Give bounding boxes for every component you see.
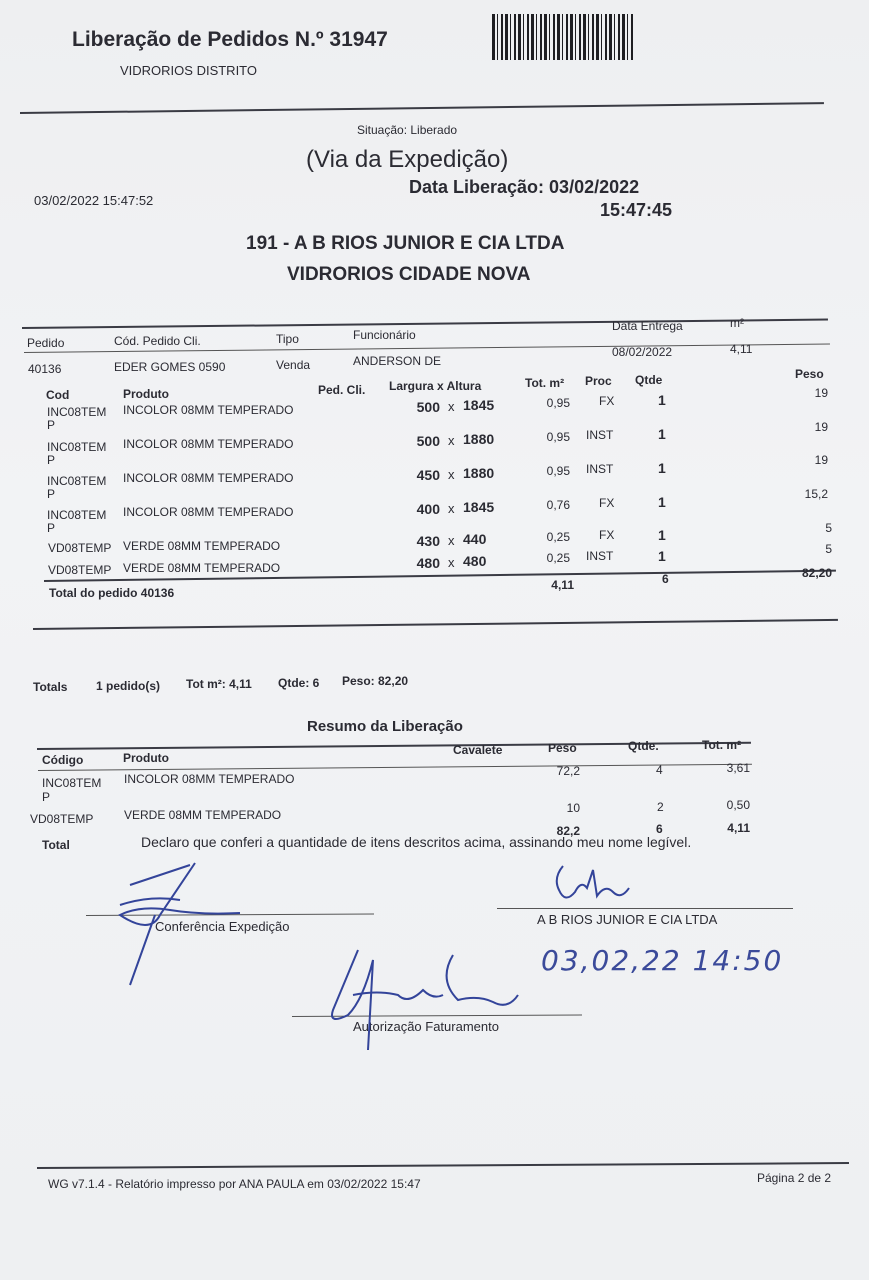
col-produto-header: Produto (123, 387, 169, 401)
signature-conferencia-drawing (100, 855, 260, 990)
cell-altura: 440 (463, 531, 487, 547)
cell-tot-m2: 0,25 (546, 551, 570, 565)
divider (37, 1162, 849, 1169)
resumo-peso-header: Peso (548, 741, 577, 755)
cell-qtde: 1 (658, 392, 666, 408)
resumo-total-label: Total (42, 838, 70, 852)
totals-peso: Peso: 82,20 (342, 674, 409, 688)
order-total-label: Total do pedido 40136 (49, 586, 175, 600)
footer-report-info: WG v7.1.4 - Relatório impresso por ANA PAULA em 03/02/2022 15:47 (48, 1177, 421, 1191)
cell-qtde: 1 (658, 527, 666, 543)
resumo-qtde-header: Qtde. (628, 739, 659, 753)
cell-cod-wrap: P (47, 453, 56, 467)
totals-pedidos: 1 pedido(s) (96, 679, 161, 693)
cell-largura: 480 (416, 555, 440, 571)
data-entrega-value: 08/02/2022 (612, 345, 673, 359)
cell-largura: 450 (416, 467, 440, 483)
cell-produto: VERDE 08MM TEMPERADO (123, 561, 281, 575)
col-cod-header: Cod (46, 388, 70, 402)
cell-peso: 19 (814, 453, 828, 467)
col-ped-cli-header: Ped. Cli. (318, 383, 366, 397)
cell-cod: VD08TEMP (48, 541, 112, 555)
pedido-value: 40136 (28, 362, 62, 376)
cell-x: x (448, 501, 455, 516)
resumo-cell-qtde: 4 (656, 763, 663, 777)
cell-altura: 1880 (463, 431, 495, 447)
cell-altura: 1845 (463, 397, 495, 413)
via-label: (Via da Expedição) (306, 146, 509, 173)
cell-largura: 500 (416, 433, 440, 449)
funcionario-value: ANDERSON DE (353, 354, 442, 368)
client-name: 191 - A B RIOS JUNIOR E CIA LTDA (246, 233, 565, 254)
m2-label: m² (730, 316, 744, 330)
col-tot-m2-header: Tot. m² (525, 376, 565, 390)
resumo-codigo-header: Código (42, 753, 84, 767)
col-qtde-header: Qtde (635, 373, 663, 387)
cell-peso: 15,2 (804, 487, 828, 501)
cell-tot-m2: 0,95 (546, 430, 570, 444)
cell-x: x (448, 467, 455, 482)
resumo-cell-peso: 10 (566, 801, 580, 815)
handwritten-date: 03,02,22 14:50 (541, 944, 784, 977)
cell-x: x (448, 399, 455, 414)
resumo-produto-header: Produto (123, 751, 169, 765)
cell-x: x (448, 555, 455, 570)
cell-altura: 1880 (463, 465, 495, 481)
print-timestamp: 03/02/2022 15:47:52 (34, 193, 154, 208)
resumo-cell-codigo-wrap: P (42, 790, 51, 804)
cell-cod: VD08TEMP (48, 563, 112, 577)
conferencia-label: Conferência Expedição (155, 919, 290, 934)
resumo-cell-peso: 72,2 (556, 764, 580, 778)
cell-cod-wrap: P (47, 521, 56, 535)
cell-largura: 430 (416, 533, 440, 549)
pedido-label: Pedido (27, 336, 65, 350)
document-title: Liberação de Pedidos N.º 31947 (72, 28, 388, 51)
col-largura-altura-header: Largura x Altura (389, 379, 482, 393)
order-total-peso: 82,20 (801, 566, 832, 580)
cell-produto: INCOLOR 08MM TEMPERADO (123, 471, 294, 485)
situacao-label: Situação: Liberado (357, 123, 458, 137)
cliente-signature-label: A B RIOS JUNIOR E CIA LTDA (537, 912, 718, 927)
resumo-title: Resumo da Liberação (307, 718, 463, 735)
resumo-total-tot-m2: 4,11 (727, 821, 750, 835)
totals-label: Totals (33, 680, 68, 694)
col-peso-header: Peso (795, 367, 824, 381)
signature-autorizacao-drawing (318, 940, 528, 1055)
tipo-label: Tipo (276, 332, 299, 346)
tipo-value: Venda (276, 358, 311, 372)
totals-m2: Tot m²: 4,11 (186, 677, 252, 691)
cell-peso: 5 (825, 521, 832, 535)
cell-x: x (448, 533, 455, 548)
release-date: Data Liberação: 03/02/2022 (409, 177, 640, 197)
resumo-cell-tot-m2: 3,61 (726, 761, 750, 775)
divider (20, 102, 824, 114)
resumo-cell-produto: VERDE 08MM TEMPERADO (124, 808, 282, 822)
cell-qtde: 1 (658, 460, 666, 476)
totals-qtde: Qtde: 6 (278, 676, 320, 690)
company-name: VIDRORIOS DISTRITO (120, 63, 257, 78)
cell-proc: FX (599, 528, 615, 542)
order-total-m2: 4,11 (551, 578, 574, 592)
col-proc-header: Proc (585, 374, 612, 388)
resumo-cell-qtde: 2 (657, 800, 664, 814)
cell-peso: 19 (814, 420, 828, 434)
cell-cod: INC08TEM (47, 474, 107, 488)
cell-largura: 500 (416, 399, 440, 415)
footer-page-number: Página 2 de 2 (757, 1171, 832, 1185)
cell-proc: FX (599, 496, 615, 510)
resumo-cavalete-header: Cavalete (453, 743, 503, 757)
resumo-cell-tot-m2: 0,50 (726, 798, 750, 812)
cell-produto: INCOLOR 08MM TEMPERADO (123, 437, 294, 451)
cell-qtde: 1 (658, 548, 666, 564)
resumo-total-peso: 82,2 (556, 824, 580, 838)
cell-qtde: 1 (658, 426, 666, 442)
resumo-total-qtde: 6 (656, 822, 663, 836)
cell-produto: INCOLOR 08MM TEMPERADO (123, 403, 294, 417)
divider (22, 319, 828, 329)
cell-qtde: 1 (658, 494, 666, 510)
data-entrega-label: Data Entrega (612, 319, 683, 333)
cell-cod-wrap: P (47, 418, 56, 432)
cell-peso: 19 (814, 386, 828, 400)
release-time: 15:47:45 (600, 200, 673, 220)
autorizacao-label: Autorização Faturamento (353, 1019, 499, 1034)
cell-x: x (448, 433, 455, 448)
cell-proc: INST (586, 549, 614, 563)
cell-tot-m2: 0,76 (546, 498, 570, 512)
funcionario-label: Funcionário (353, 328, 416, 342)
resumo-cell-codigo: VD08TEMP (30, 812, 94, 826)
cod-pedido-cli-value: EDER GOMES 0590 (114, 360, 226, 374)
resumo-cell-codigo: INC08TEM (42, 776, 102, 790)
resumo-cell-produto: INCOLOR 08MM TEMPERADO (124, 772, 295, 786)
divider (33, 619, 838, 630)
cell-peso: 5 (825, 542, 832, 556)
m2-value: 4,11 (730, 342, 753, 356)
cell-altura: 480 (463, 553, 487, 569)
resumo-tot-m2-header: Tot. m² (702, 738, 742, 752)
cell-tot-m2: 0,25 (546, 530, 570, 544)
cell-produto: VERDE 08MM TEMPERADO (123, 539, 281, 553)
cell-produto: INCOLOR 08MM TEMPERADO (123, 505, 294, 519)
signature-cliente-drawing (535, 858, 635, 910)
cell-cod-wrap: P (47, 487, 56, 501)
cell-largura: 400 (416, 501, 440, 517)
cod-pedido-cli-label: Cód. Pedido Cli. (114, 334, 201, 348)
cell-proc: FX (599, 394, 615, 408)
cell-cod: INC08TEM (47, 440, 107, 454)
cell-tot-m2: 0,95 (546, 396, 570, 410)
cell-cod: INC08TEM (47, 405, 107, 419)
cell-altura: 1845 (463, 499, 495, 515)
cell-proc: INST (586, 462, 614, 476)
order-total-qtde: 6 (662, 572, 669, 586)
cell-cod: INC08TEM (47, 508, 107, 522)
cell-tot-m2: 0,95 (546, 464, 570, 478)
barcode (492, 14, 634, 60)
cell-proc: INST (586, 428, 614, 442)
declaration-text: Declaro que conferi a quantidade de itens descritos acima, assinando meu nome legível. (141, 834, 692, 850)
store-name: VIDRORIOS CIDADE NOVA (287, 264, 531, 285)
